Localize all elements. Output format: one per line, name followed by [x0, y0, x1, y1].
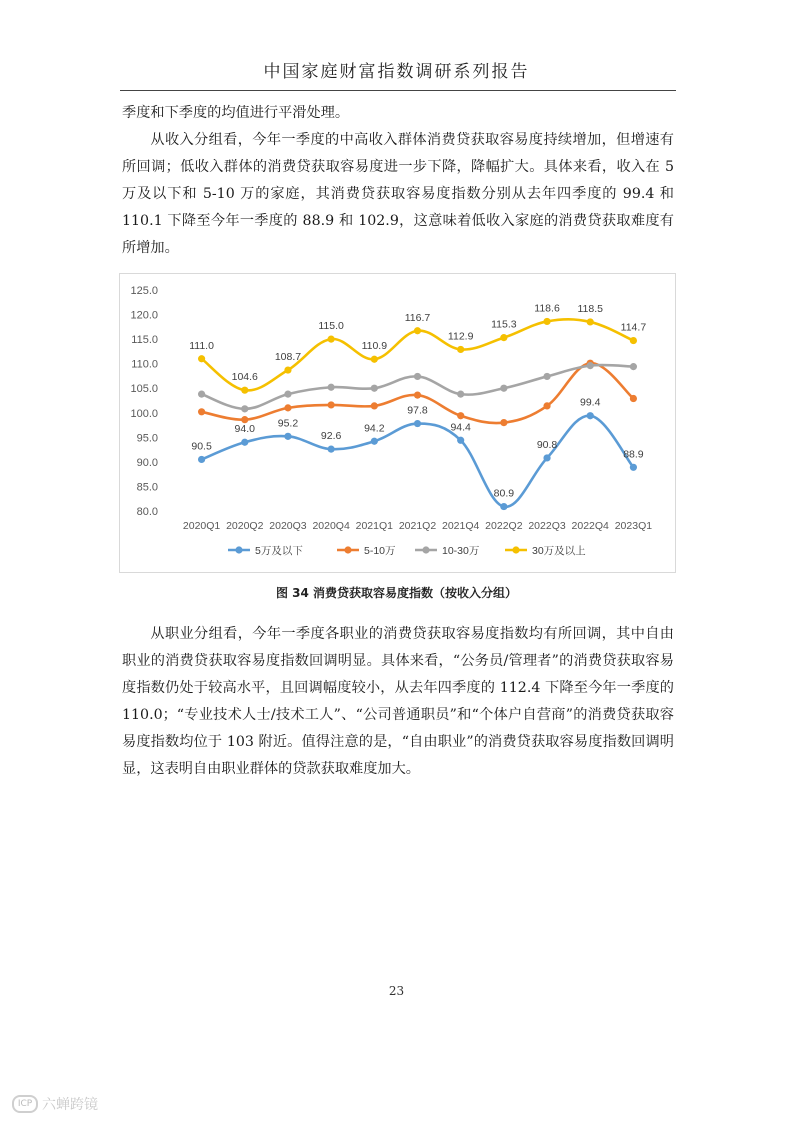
data-point — [500, 503, 507, 510]
page-number: 23 — [388, 984, 405, 998]
data-label: 110.9 — [361, 340, 388, 353]
data-point — [543, 402, 550, 409]
y-tick-label: 110.0 — [131, 358, 158, 371]
data-point — [198, 391, 205, 398]
watermark — [12, 1094, 98, 1114]
income-group-chart — [119, 273, 676, 573]
watermark-text: 六蝉跨镜 — [42, 1097, 98, 1113]
data-point — [587, 318, 594, 325]
data-point — [284, 433, 291, 440]
data-point — [543, 318, 550, 325]
data-point — [414, 373, 421, 380]
data-label: 116.7 — [404, 311, 431, 324]
x-tick-label: 2022Q2 — [485, 520, 523, 532]
data-point — [587, 362, 594, 369]
data-point — [630, 395, 637, 402]
y-tick-label: 105.0 — [130, 383, 158, 396]
data-label: 90.8 — [536, 438, 558, 451]
x-tick-label: 2020Q1 — [182, 520, 221, 532]
data-point — [284, 404, 291, 411]
line-chart-canvas — [120, 274, 675, 572]
data-label: 118.6 — [534, 302, 560, 315]
data-point — [198, 456, 205, 463]
data-point — [630, 363, 637, 370]
data-point — [414, 420, 421, 427]
data-point — [457, 346, 464, 353]
x-tick-label: 2021Q4 — [441, 520, 480, 532]
x-tick-label: 2020Q4 — [312, 520, 350, 532]
data-point — [371, 385, 378, 392]
legend-label: 5万及以下 — [255, 545, 303, 557]
x-tick-label: 2023Q1 — [614, 520, 653, 532]
data-point — [198, 408, 205, 415]
y-tick-label: 85.0 — [136, 481, 158, 494]
data-label: 115.0 — [318, 320, 344, 333]
data-point — [371, 402, 378, 409]
data-point — [587, 412, 594, 419]
data-label: 108.7 — [274, 351, 302, 364]
data-point — [414, 327, 421, 334]
x-tick-label: 2021Q2 — [398, 520, 437, 532]
data-label: 112.9 — [447, 330, 474, 343]
data-label: 115.3 — [491, 318, 517, 331]
legend-point-marker — [344, 546, 351, 553]
data-point — [500, 385, 507, 392]
data-point — [630, 337, 637, 344]
y-tick-label: 90.0 — [136, 456, 158, 469]
x-tick-label: 2020Q3 — [269, 520, 307, 532]
legend-label: 30万及以上 — [532, 545, 586, 557]
data-point — [241, 439, 248, 446]
data-point — [371, 356, 378, 363]
data-point — [371, 438, 378, 445]
data-point — [198, 355, 205, 362]
legend-point-marker — [422, 546, 429, 553]
data-point — [328, 401, 335, 408]
series-line-1 — [202, 416, 634, 507]
data-label: 104.6 — [231, 371, 258, 384]
data-point — [457, 391, 464, 398]
x-tick-label: 2022Q3 — [528, 520, 566, 532]
data-point — [241, 405, 248, 412]
y-tick-label: 100.0 — [130, 407, 158, 420]
data-label: 97.8 — [407, 404, 428, 417]
paragraph-income-analysis: 从收入分组看，今年一季度的中高收入群体消费贷获取容易度持续增加，但增速有所回调；低收入群体的消费贷获取容易度进一步下降，降幅扩大。具体来看，收入在 5 万及以下和 5-10 万的家庭，其消费贷获取容易度指数分别从去年四季度的 99.4 和 110.1 下降至今年一季度的 88.9 和 102.9，这意味着低收入家庭的消费贷获取难度有所增加。 — [122, 132, 674, 256]
data-label: 92.6 — [320, 430, 342, 443]
series-line-3 — [202, 365, 634, 409]
figure-caption: 图 34 消费贷获取容易度指数（按收入分组） — [275, 586, 518, 600]
data-label: 118.5 — [577, 302, 603, 315]
data-label: 95.2 — [277, 417, 299, 430]
y-tick-label: 95.0 — [136, 432, 158, 445]
paragraph-occupation-analysis: 从职业分组看，今年一季度各职业的消费贷获取容易度指数均有所回调，其中自由职业的消费贷获取容易度指数回调明显。具体来看，“公务员/管理者”的消费贷获取容易度指数仍处于较高水平，且回调幅度较小，从去年四季度的 112.4 下降至今年一季度的 110.0；“专业技术人士/技术工人”、“公司普通职员”和“个体户自营商”的消费贷获取容易度指数均位于 103 附近。值得注意的是，“自由职业”的消费贷获取容易度指数回调明显，这表明自由职业群体的贷款获取难度加大。 — [122, 626, 674, 777]
watermark-logo-icon: ICP — [12, 1095, 38, 1113]
data-point — [500, 334, 507, 341]
y-tick-label: 120.0 — [130, 309, 158, 322]
x-tick-label: 2022Q4 — [571, 520, 609, 532]
data-point — [414, 391, 421, 398]
data-label: 111.0 — [189, 339, 214, 352]
paragraph-continuation: 季度和下季度的均值进行平滑处理。 — [122, 105, 350, 121]
data-label: 94.4 — [450, 421, 471, 434]
data-label: 99.4 — [580, 396, 601, 409]
report-series-title: 中国家庭财富指数调研系列报告 — [263, 62, 530, 82]
data-label: 114.7 — [620, 321, 647, 334]
legend-point-marker — [235, 546, 242, 553]
data-point — [328, 336, 335, 343]
data-point — [284, 366, 291, 373]
legend-label: 5-10万 — [364, 545, 396, 557]
y-tick-label: 80.0 — [136, 506, 158, 518]
x-tick-label: 2020Q2 — [226, 520, 264, 532]
legend-label: 10-30万 — [442, 545, 480, 557]
data-label: 88.9 — [623, 448, 644, 461]
data-point — [630, 464, 637, 471]
data-point — [457, 412, 464, 419]
data-point — [241, 416, 248, 423]
data-point — [328, 384, 335, 391]
data-point — [457, 437, 464, 444]
data-point — [543, 454, 550, 461]
data-label: 90.5 — [191, 440, 212, 453]
data-label: 80.9 — [493, 487, 515, 500]
y-tick-label: 125.0 — [130, 285, 158, 297]
data-point — [500, 419, 507, 426]
x-tick-label: 2021Q1 — [355, 520, 394, 532]
data-point — [284, 391, 291, 398]
data-label: 94.0 — [234, 423, 255, 436]
legend-point-marker — [512, 546, 519, 553]
data-point — [543, 373, 550, 380]
y-tick-label: 115.0 — [131, 334, 158, 347]
data-point — [328, 446, 335, 453]
data-point — [241, 387, 248, 394]
header-divider — [120, 90, 676, 91]
data-label: 94.2 — [364, 422, 385, 435]
